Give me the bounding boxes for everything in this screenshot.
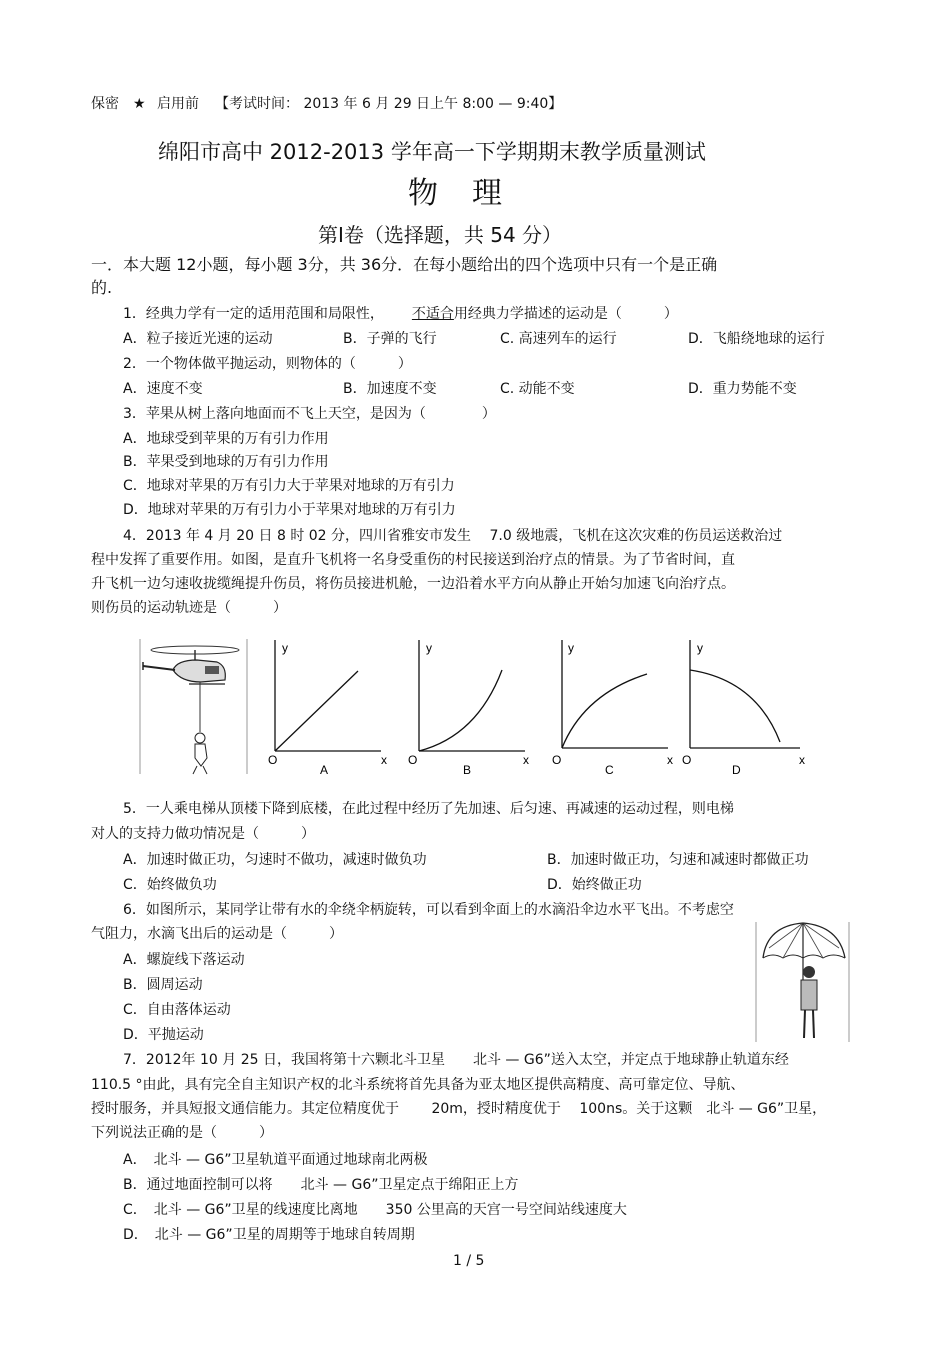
graph-d	[682, 640, 805, 777]
q3-option-a: A．地球受到苹果的万有引力作用	[123, 431, 329, 447]
section-instructions-cont: 的.	[91, 278, 113, 297]
graph-a-letter: A	[320, 763, 329, 777]
q7-option-d: D． 北斗 — G6”卫星的周期等于地球自转周期	[123, 1227, 415, 1243]
q7-option-b: B．通过地面控制可以将 北斗 — G6”卫星定点于绵阳正上方	[123, 1177, 519, 1193]
graph-a-x-label: x	[381, 753, 387, 767]
subject-title: 物 理	[408, 176, 504, 211]
graph-d-origin: O	[682, 753, 692, 767]
graph-a-curve	[275, 671, 358, 751]
graph-b-letter: B	[463, 763, 472, 777]
graph-c-y-label: y	[568, 641, 574, 655]
graph-a	[268, 640, 387, 777]
exam-title: 绵阳市高中 2012-2013 学年高一下学期期末教学质量测试	[158, 140, 706, 164]
q7-option-c: C． 北斗 — G6”卫星的线速度比离地 350 公里高的天宫一号空间站线速度大	[123, 1202, 627, 1218]
q4-stem-line4: 则伤员的运动轨迹是（ ）	[91, 600, 287, 616]
graph-c	[552, 640, 673, 777]
q2-stem: 2．一个物体做平抛运动，则物体的（ ）	[123, 356, 412, 372]
q4-stem-line1: 4．2013 年 4 月 20 日 8 时 02 分，四川省雅安市发生 7.0 级地震，飞机在这次灾难的伤员运送救治过	[123, 528, 783, 544]
q5-stem-line2: 对人的支持力做功情况是（ ）	[91, 826, 315, 842]
q4-stem-line2: 程中发挥了重要作用。如图，是直升飞机将一名身受重伤的村民接送到治疗点的情景。为了节省时间，直	[91, 552, 735, 568]
part-title: 第Ⅰ卷（选择题，共 54 分）	[318, 223, 563, 247]
q3-option-b: B．苹果受到地球的万有引力作用	[123, 454, 329, 470]
graph-d-x-label: x	[799, 753, 805, 767]
graph-b	[408, 640, 529, 777]
q4-stem-line3: 升飞机一边匀速收拢缆绳提升伤员，将伤员接进机舱，一边沿着水平方向从静止开始匀加速飞向治疗点。	[91, 576, 735, 592]
helicopter-illustration	[140, 639, 247, 774]
q5-option-c: C．始终做负功	[123, 877, 217, 893]
graph-a-y-label: y	[282, 641, 288, 655]
q4-figure	[135, 636, 825, 781]
graph-c-curve	[562, 674, 647, 748]
q2-option-c: C. 动能不变	[500, 381, 575, 397]
q1-stem-part1: 1．经典力学有一定的适用范围和局限性，	[123, 306, 384, 322]
q6-stem-line1: 6．如图所示，某同学让带有水的伞绕伞柄旋转，可以看到伞面上的水滴沿伞边水平飞出。不考虑空	[123, 902, 734, 918]
graph-c-origin: O	[552, 753, 562, 767]
before-use-label: 启用前	[157, 96, 199, 112]
graph-b-x-label: x	[523, 753, 529, 767]
q5-option-d: D．始终做正功	[547, 877, 642, 893]
q7-option-a: A． 北斗 — G6”卫星轨道平面通过地球南北两极	[123, 1152, 428, 1168]
q5-option-b: B．加速时做正功，匀速和减速时都做正功	[547, 852, 809, 868]
q3-stem: 3．苹果从树上落向地面而不飞上天空，是因为（ ）	[123, 406, 496, 422]
page-number: 1 / 5	[453, 1253, 485, 1269]
graph-a-origin: O	[268, 753, 278, 767]
q1-stem	[123, 305, 678, 323]
q1-stem-part2: 用经典力学描述的运动是（ ）	[453, 306, 678, 322]
q6-option-d: D．平抛运动	[123, 1027, 204, 1043]
star-icon: ★	[133, 96, 146, 112]
q7-stem-line1: 7．2012年 10 月 25 日，我国将第十六颗北斗卫星 北斗 — G6”送入太空，并定点于地球静止轨道东经	[123, 1052, 789, 1068]
graph-b-curve	[419, 670, 502, 751]
graph-d-letter: D	[732, 763, 741, 777]
q6-option-a: A．螺旋线下落运动	[123, 952, 245, 968]
q1-stem-underlined: 不适合	[411, 306, 454, 322]
graph-b-origin: O	[408, 753, 418, 767]
q6-option-c: C．自由落体运动	[123, 1002, 231, 1018]
q5-option-a: A．加速时做正功，匀速时不做功，减速时做负功	[123, 852, 427, 868]
section-instructions: 一．本大题 12小题，每小题 3分，共 36分．在每小题给出的四个选项中只有一个是正确	[91, 255, 718, 274]
q2-option-b: B．加速度不变	[343, 381, 437, 397]
q5-stem-line1: 5．一人乘电梯从顶楼下降到底楼，在此过程中经历了先加速、后匀速、再减速的运动过程，则电梯	[123, 801, 734, 817]
graph-c-letter: C	[605, 763, 614, 777]
graph-d-curve	[690, 670, 780, 742]
q1-option-d: D．飞船绕地球的运行	[688, 331, 825, 347]
umbrella-illustration	[755, 918, 851, 1044]
graph-c-x-label: x	[667, 753, 673, 767]
q1-option-b: B．子弹的飞行	[343, 331, 437, 347]
q2-option-d: D．重力势能不变	[688, 381, 797, 397]
exam-time: 【考试时间： 2013 年 6 月 29 日上午 8:00 — 9:40】	[215, 96, 563, 112]
q3-option-d: D．地球对苹果的万有引力小于苹果对地球的万有引力	[123, 502, 456, 518]
q1-option-a: A．粒子接近光速的运动	[123, 331, 273, 347]
q6-stem-line2: 气阻力，水滴飞出后的运动是（ ）	[91, 926, 343, 942]
graph-b-y-label: y	[426, 641, 432, 655]
q6-option-b: B．圆周运动	[123, 977, 203, 993]
q7-stem-line3: 授时服务，并具短报文通信能力。其定位精度优于 20m，授时精度优于 100ns。关于这颗 北斗 — G6”卫星，	[91, 1101, 827, 1117]
q7-stem-line2: 110.5 °由此，具有完全自主知识产权的北斗系统将首先具备为亚太地区提供高精度、高可靠定位、导航、	[91, 1077, 745, 1093]
q3-option-c: C．地球对苹果的万有引力大于苹果对地球的万有引力	[123, 478, 455, 494]
q2-option-a: A．速度不变	[123, 381, 203, 397]
graph-d-y-label: y	[697, 641, 703, 655]
secret-label: 保密	[91, 96, 119, 112]
q1-option-c: C. 高速列车的运行	[500, 331, 617, 347]
q7-stem-line4: 下列说法正确的是（ ）	[91, 1125, 273, 1141]
